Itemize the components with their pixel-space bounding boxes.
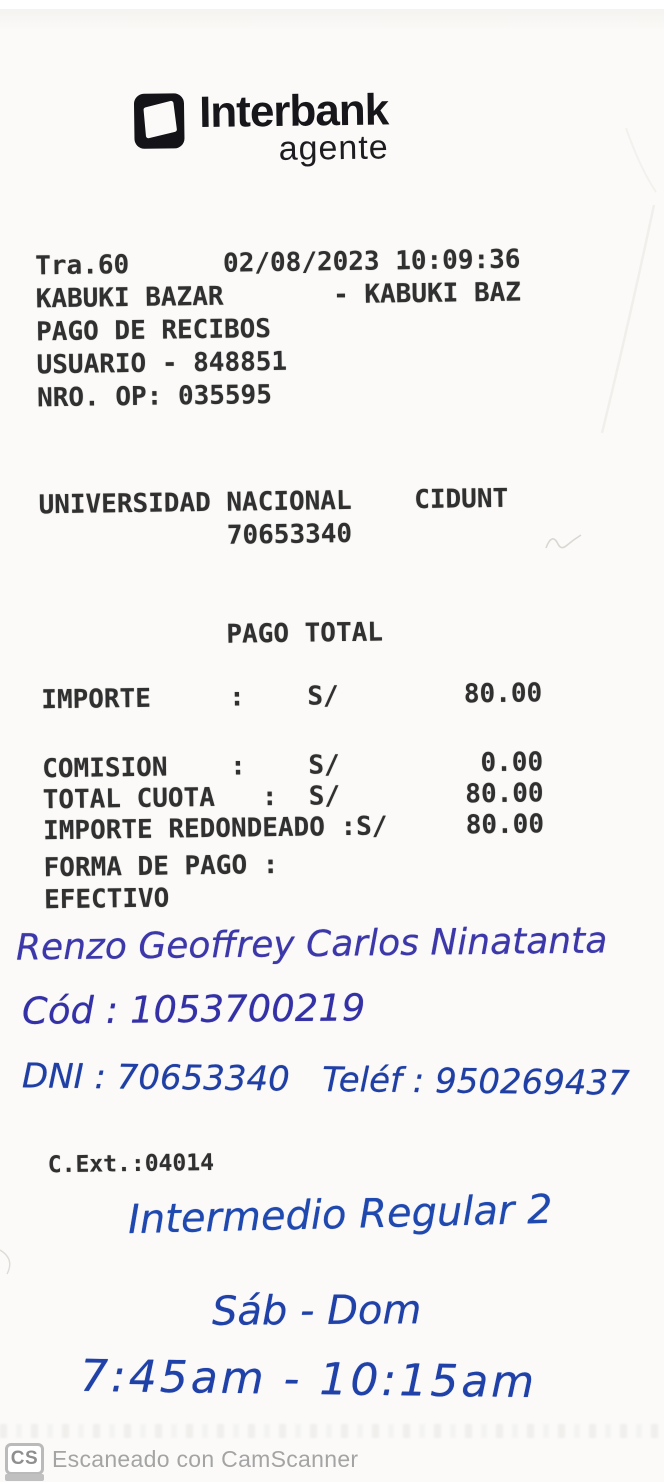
receipt-line-efectivo: EFECTIVO	[43, 883, 170, 916]
receipt-line-c-ext: C.Ext.:04014	[47, 1149, 215, 1179]
receipt-line-reference: 70653340	[38, 518, 353, 554]
receipt-line-total-cuota: TOTAL CUOTA : S/ 80.00	[42, 778, 544, 816]
handwritten-code: Cód : 1053700219	[21, 986, 366, 1033]
receipt-line-importe-redondeado: IMPORTE REDONDEADO :S/ 80.00	[42, 809, 545, 847]
handwritten-days: Sáb - Dom	[211, 1287, 422, 1335]
receipt-header-block	[35, 244, 523, 416]
camscanner-text: Escaneado con CamScanner	[52, 1446, 359, 1472]
receipt-payment-method-block	[43, 849, 279, 916]
receipt-line-merchant: KABUKI BAZAR - KABUKI BAZ	[35, 277, 522, 315]
camscanner-badge	[5, 1443, 44, 1475]
receipt-line-user: USUARIO - 848851	[36, 346, 288, 381]
brand-subtitle: agente	[278, 128, 389, 168]
receipt-section-title: PAGO TOTAL	[226, 617, 384, 650]
receipt-line-forma-pago: FORMA DE PAGO :	[43, 850, 279, 884]
handwritten-course: Intermedio Regular 2	[127, 1186, 554, 1244]
handwritten-name: Renzo Geoffrey Carlos Ninatanta	[15, 920, 608, 969]
brand-name: Interbank	[198, 85, 389, 138]
receipt-line-importe: IMPORTE : S/ 80.00	[41, 678, 543, 716]
handwritten-dni-telef: DNI : 70653340 Teléf : 950269437	[21, 1056, 631, 1104]
camscanner-footer	[0, 1440, 664, 1482]
camscanner-badge-text: CS	[10, 1448, 39, 1469]
handwritten-time: 7:45am - 10:15am	[79, 1350, 538, 1409]
interbank-logo	[133, 87, 389, 168]
receipt-amounts-block	[42, 747, 544, 847]
receipt-line-transaction: Tra.60 02/08/2023 10:09:36	[35, 244, 521, 282]
camscanner-badge-base	[5, 1474, 44, 1481]
receipt-line-service: PAGO DE RECIBOS	[35, 314, 272, 348]
receipt-entity-block	[38, 483, 508, 556]
receipt-line-operation: NRO. OP: 035595	[36, 380, 273, 414]
interbank-logo-text	[199, 87, 389, 167]
scan-bottom-edge	[0, 1424, 664, 1438]
receipt-line-comision: COMISION : S/ 0.00	[42, 747, 544, 785]
interbank-square-icon	[133, 90, 188, 153]
receipt-line-entity: UNIVERSIDAD NACIONAL CIDUNT	[38, 483, 509, 521]
